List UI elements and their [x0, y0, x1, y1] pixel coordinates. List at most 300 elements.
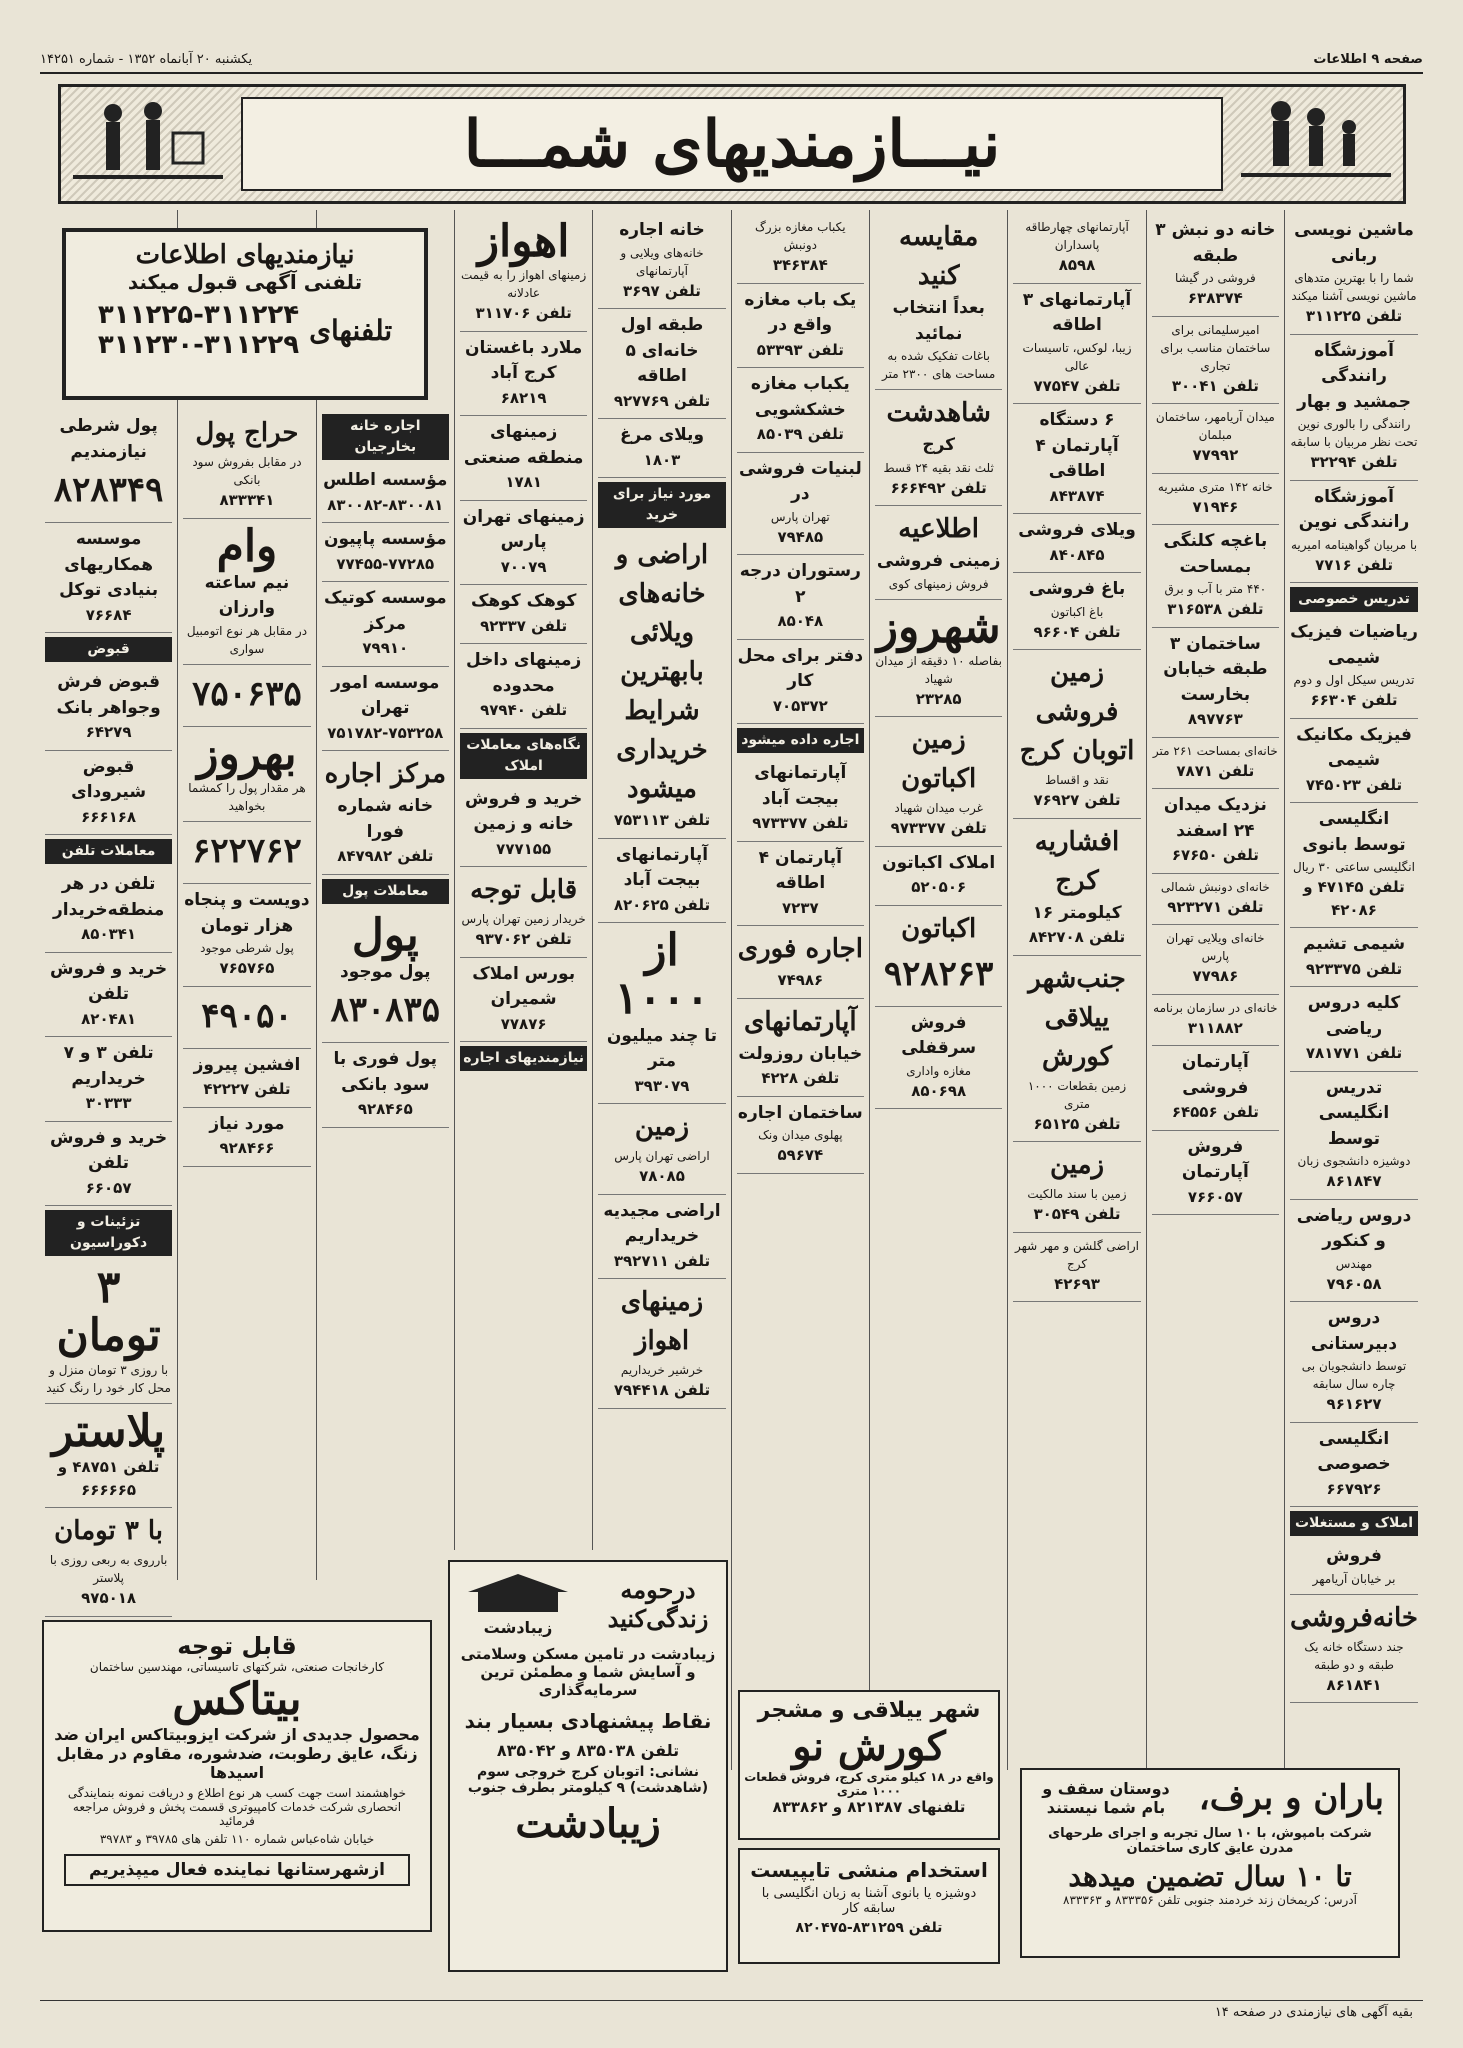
ad-phone: ۱۷۸۱ [505, 473, 542, 492]
ad-heading: پول موجود [340, 961, 431, 982]
classified-ad [1290, 1072, 1418, 1200]
ad-big-heading: زمین [1049, 1150, 1105, 1180]
contact-phones-2: ۳۱۱۲۳۰-۳۱۱۲۲۹ [97, 330, 300, 360]
classified-ad [598, 309, 725, 419]
ad-huge-heading: ۳ تومان [56, 1262, 161, 1362]
ad-heading: خرید و فروش خانه و زمین [465, 788, 583, 835]
classified-ad [737, 555, 864, 640]
ad-phone: ۷۷۹۹۲ [1192, 446, 1239, 464]
classified-ad [1152, 214, 1279, 317]
ad-heading: اراضی مجیدیه خریداریم [603, 1200, 721, 1247]
section-header: اجاره خانه بخارجیان [322, 414, 449, 460]
ad-phone: تلفن ۹۲۳۳۷۵ [1305, 959, 1403, 978]
ad-phone: تلفن ۳۹۲۷۱۱ [613, 1251, 711, 1270]
zibadasht-name: زیبادشت [515, 1800, 661, 1847]
ad-phone: ۴۲۶۹۳ [1054, 1274, 1100, 1293]
family-illustration-icon [1241, 93, 1391, 193]
ad-big-heading: مقایسه کنید [898, 222, 979, 291]
classified-ad [1290, 1302, 1418, 1423]
classifieds-banner [58, 84, 1406, 204]
ad-phone: ۷۶۶۰۵۷ [1187, 1187, 1243, 1206]
ad-text: فروش زمینهای کوی [888, 576, 989, 591]
ad-phone: ۸۵۰۶۹۸ [911, 1081, 967, 1100]
ad-text: خانه‌ای در سازمان برنامه [1153, 1000, 1278, 1015]
ad-heading: فروش سرقفلی [901, 1012, 977, 1059]
ad-heading: فیزیک مکانیک شیمی [1296, 724, 1412, 770]
classified-ad [598, 214, 725, 309]
ad-phone: ۸۳۳۳۴۱ [219, 491, 275, 509]
contact-box-title: نیازمندیهای اطلاعات [135, 240, 355, 270]
ad-phone: تلفن ۷۷۱۶ [1315, 555, 1393, 574]
ad-big-phone: ۸۲۸۳۴۹ [53, 470, 164, 510]
classified-ad [1013, 284, 1140, 405]
ad-big-heading: شاهدشت [886, 398, 991, 428]
ad-text: اراضی گلشن و مهر شهر کرج [1015, 1238, 1140, 1271]
shoppers-illustration-icon [73, 93, 223, 193]
ad-phone: تلفن ۳۰۰۴۱ [1171, 376, 1259, 395]
ad-big-heading: حراج پول [195, 418, 299, 448]
ad-big-heading: قابل توجه [470, 875, 578, 906]
classified-ad [737, 999, 864, 1097]
classified-ad [183, 727, 310, 822]
classified-ad [1290, 1200, 1418, 1303]
ad-phone: تلفن ۴۸۷۵۱ و ۶۶۶۶۶۵ [57, 1458, 160, 1499]
classified-ad [875, 906, 1002, 1007]
classified-ad [1290, 719, 1418, 804]
ad-heading: موسسه امور تهران [331, 672, 440, 718]
classified-ad [1290, 335, 1418, 481]
classified-ad [322, 582, 449, 667]
ad-phone: تلفن ۹۳۷۰۶۲ [475, 930, 572, 949]
ad-heading: دروس دبیرستانی [1310, 1308, 1398, 1354]
zibadasht-addr: نشانی: اتوبان کرج خروجی سوم (شاهدشت) ۹ کیلومتر بطرف جنوب [467, 1764, 709, 1796]
classified-ad [1013, 956, 1140, 1143]
ad-heading: پول شرطی نیازمندیم [59, 416, 158, 462]
ad-text: با مربیان گواهینامه امیریه [1291, 537, 1418, 552]
section-header: قبوض [45, 637, 172, 662]
ad-text: خانه‌ای دونبش شمالی [1160, 879, 1270, 894]
ad-heading: خرید و فروش تلفن [50, 958, 168, 1004]
ad-phone: ۲۳۲۸۵ [915, 689, 962, 708]
classified-ad [1152, 1046, 1279, 1131]
estekhdam-head: استخدام منشی تایپیست [750, 1858, 988, 1882]
ad-heading: ویلای مرغ [619, 425, 705, 445]
classified-ad [875, 847, 1002, 906]
ad-big-phone: ۸۳۰۸۳۵ [330, 990, 441, 1031]
ad-heading: افشین پیروز [193, 1054, 301, 1075]
ad-text: توسط دانشجویان بی چاره سال سابقه [1301, 1359, 1407, 1391]
ad-phone: ۹۲۸۴۶۵ [357, 1100, 413, 1119]
ad-heading: خانه اجاره [619, 220, 705, 240]
ad-phone: ۹۲۸۴۶۶ [219, 1139, 275, 1158]
ad-heading: آموزشگاه رانندگی جمشید و بهار [1297, 340, 1411, 412]
ad-phone: ۷۰۵۳۷۲ [772, 696, 828, 715]
ad-text: جند دستگاه خانه یک طبقه و دو طبقه [1304, 1639, 1404, 1672]
ad-phone: تلفن ۳۰۵۴۹ [1033, 1205, 1121, 1223]
section-header: نیازمندیهای اجاره [460, 1046, 587, 1071]
ad-phone: ۳۴۶۳۸۴ [772, 256, 828, 274]
classified-ad [598, 1104, 725, 1195]
column-c6 [592, 210, 730, 1550]
classified-ad [460, 644, 587, 729]
classified-ad [1290, 214, 1418, 335]
bitax-brand: بیتاکس [172, 1674, 302, 1725]
ad-phone: ۸۹۷۷۶۳ [1187, 710, 1243, 728]
ad-heading: فروش آپارتمان [1181, 1136, 1249, 1182]
zibadasht-mid: نقاط پیشنهادی بسیار ‌بند [464, 1709, 712, 1733]
ad-heading: زمینی فروشی [876, 551, 1001, 571]
section-header: تدریس خصوصی [1290, 587, 1418, 612]
ad-text: خریدار زمین تهران پارس [461, 912, 586, 927]
ad-phone: ۳۹۳۰۷۹ [634, 1076, 690, 1095]
classified-ad [45, 1508, 172, 1617]
ad-heading: آپارتمان فروشی [1181, 1052, 1249, 1098]
ad-phone: ۷۰۰۷۹ [500, 557, 547, 576]
ad-heading: رستوران درجه ۲ [739, 561, 861, 607]
contact-phones-1: ۳۱۱۲۲۵-۳۱۱۲۲۴ [97, 300, 300, 330]
ad-big-phone: ۶۲۲۷۶۲ [192, 831, 302, 872]
ad-text: رانندگی را بالوری نوین تحت نظر مربیان با سابقه [1290, 417, 1418, 449]
ad-phone: تلفن ۷۸۷۱ [1176, 761, 1255, 780]
ad-phone: تلفن ۸۲۰۶۲۵ [613, 895, 711, 914]
ad-phone: ۷۷۹۸۶ [1192, 967, 1239, 985]
ad-text: شما را با بهترین متدهای ماشین نویسی آشنا میکند [1291, 271, 1417, 303]
ad-phone: تلفن ۹۲۳۳۷ [480, 616, 568, 635]
classified-ad [598, 532, 725, 839]
ad-phone: تلفن ۸۴۷۹۸۲ [337, 847, 434, 865]
ad-phone: ۸۲۰۴۸۱ [81, 1009, 137, 1028]
ad-big-heading: اجاره فوری [737, 934, 863, 964]
ad-heading: تلفن ۳ و ۷ خریداریم [63, 1043, 154, 1089]
classified-ad [45, 1037, 172, 1122]
classified-ad [183, 1108, 310, 1167]
classified-ad [1152, 525, 1279, 628]
ad-phone: ۸۶۱۸۴۱ [1326, 1675, 1382, 1694]
ad-phone: تلفن ۳۱۱۷۰۶ [475, 304, 572, 323]
section-header: نگاه‌های معاملات املاک [460, 733, 587, 779]
bitax-foot: ازشهرستانها نماینده فعال میپذیریم [64, 1854, 410, 1886]
ad-phone: تلفن ۹۶۶۰۴ [1033, 622, 1121, 641]
classified-ad [875, 214, 1002, 390]
bitax-ad [42, 1620, 432, 1932]
classified-ad [737, 757, 864, 842]
column-c3 [1007, 210, 1145, 1770]
classified-ad [183, 822, 310, 884]
ad-text: تهران پارس [770, 509, 830, 524]
ad-huge-heading: پلاستر [52, 1405, 166, 1457]
bitax-head: قابل توجه [177, 1632, 297, 1660]
ad-heading: طبقه اول خانه‌ای ۵ اطاقه [620, 315, 704, 386]
ad-big-heading: زمینهای اهواز [620, 1287, 704, 1357]
ad-text: بارروی به ربعی روزی با پلاستر [49, 1553, 168, 1586]
estekhdam-tel: تلفن ۸۳۱۲۵۹-۸۲۰۴۷۵ [795, 1920, 943, 1936]
ad-heading: دروس ریاضی و کنکور [1296, 1205, 1412, 1251]
ad-phone: تلفن ۷۷۵۴۷ [1033, 376, 1121, 395]
ad-phone: ۸۴۳۸۷۴ [1049, 486, 1105, 505]
classified-ad [1013, 1233, 1140, 1303]
ad-phone: ۷۱۹۴۶ [1192, 497, 1239, 516]
classified-ad [460, 332, 587, 417]
ad-phone: تلفن ۶۴۵۵۶ [1171, 1103, 1259, 1121]
ad-heading: بعداً انتخاب نمائید [892, 298, 985, 344]
ad-big-phone: ۹۲۸۲۶۳ [883, 953, 994, 994]
classified-ad [1013, 819, 1140, 956]
ad-phone: تلفن ۹۷۳۳۷۷ [752, 814, 849, 832]
ad-phone: تلفن ۳۶۹۷ [623, 281, 701, 300]
ad-heading: ۶ دستگاه آپارتمان ۴ اطاقی [1035, 410, 1119, 481]
classified-ad [183, 519, 310, 665]
ad-phone: ۳۰۳۳۳ [85, 1094, 132, 1112]
ad-big-heading: زمین فروشی اتوبان کرج [1019, 658, 1135, 766]
classified-ad [875, 600, 1002, 718]
ad-text: خانه‌ای ویلایی تهران پارس [1166, 931, 1265, 963]
ad-phone: ۸۵۹۸ [1058, 256, 1096, 274]
ad-phone: تلفن ۴۲۲۸ [761, 1069, 840, 1087]
banner-title: نیـــازمندیهای شمـــا [241, 97, 1223, 191]
kourosh-ad [738, 1690, 1000, 1840]
roof-ad [1020, 1768, 1400, 1958]
classified-ad [322, 464, 449, 523]
ad-heading: املاک اکباتون [882, 852, 996, 873]
column-c4 [869, 210, 1007, 1770]
ad-heading: زمینهای داخل محدوده [466, 650, 582, 696]
classified-ad [1152, 474, 1279, 526]
ad-phone: تلفن ۶۶۳۰۴ [1310, 691, 1398, 709]
section-header: معاملات تلفن [45, 839, 172, 864]
classified-ad [322, 1043, 449, 1128]
ad-phone: تلفن ۳۲۲۹۴ [1310, 453, 1398, 471]
ad-heading: شیمی تشیم [1302, 934, 1406, 954]
ad-heading: آپارتمانهای بیجت آباد [615, 844, 709, 890]
classified-ad [45, 1404, 172, 1508]
ad-big-heading: زمین [634, 1112, 690, 1143]
ad-text: زمین بقطعات ۱۰۰۰ متری [1027, 1078, 1127, 1111]
classified-ad [598, 1279, 725, 1409]
ad-phone: ۸۵۰۳۴۱ [81, 925, 137, 943]
ad-text: فروشی در گیشا [1175, 271, 1256, 285]
page-header [40, 50, 1423, 74]
ad-heading: ساختمان اجاره [737, 1102, 863, 1123]
ad-phone: ۷۴۹۸۶ [777, 971, 824, 989]
ad-phone: ۶۸۲۱۹ [500, 388, 547, 407]
classified-ad [1152, 317, 1279, 405]
classified-ad [1290, 1595, 1418, 1704]
classified-ad [322, 523, 449, 582]
zibadasht-top: درحومه زندگی‌کنید [607, 1574, 709, 1633]
ad-text: امیرسلیمانی برای ساختمان مناسب برای تجاری [1160, 322, 1271, 373]
bitax-sub: کارخانجات صنعتی، شرکتهای تاسیساتی، مهندسین ساختمان [89, 1660, 385, 1674]
ad-text: میدان آریامهر، ساختمان مبلمان [1155, 410, 1275, 442]
ad-heading: آپارتمان ۴ اطاقه [758, 847, 843, 893]
ad-phone: تلفن ۹۲۳۲۷۱ [1167, 897, 1264, 916]
classified-ad [1013, 514, 1140, 573]
classified-ad [1013, 650, 1140, 819]
ad-text: باغ اکباتون [1050, 604, 1104, 619]
ad-big-heading: اراضی و خانه‌های ویلائی بابهترین شرایط خریداری میشود [615, 540, 709, 804]
ad-phone: تلفن ۷۶۹۲۷ [1033, 791, 1121, 809]
ad-heading: ساختمان ۳ طبقه خیابان بخارست [1163, 633, 1268, 705]
classified-ad [737, 1097, 864, 1174]
section-header: معاملات پول [322, 879, 449, 904]
page-footer [40, 2000, 1423, 2027]
ad-heading: خرید و فروش تلفن [50, 1127, 168, 1173]
ad-phone: تلفن ۵۳۳۹۳ [756, 340, 844, 359]
classified-ad [598, 419, 725, 478]
ad-phone: ۵۹۶۷۴ [777, 1146, 824, 1164]
ad-heading: زمینهای تهران پارس [462, 506, 585, 553]
ad-heading: قبوض شیرودای [71, 756, 147, 802]
ad-heading: انگلیسی توسط بانوی [1302, 809, 1406, 855]
classified-ad [1152, 789, 1279, 874]
ad-heading: دویست و پنجاه هزار تومان [184, 890, 310, 936]
ad-text: دوشیزه دانشجوی زبان [1297, 1154, 1411, 1168]
ad-phone: تلفن ۹۲۷۷۶۹ [613, 391, 711, 410]
ad-big-heading: زمین اکباتون [901, 725, 977, 795]
ad-text: یکباب مغازه بزرگ دونبش [755, 220, 846, 252]
classified-ad [875, 390, 1002, 506]
classified-ad [1013, 214, 1140, 284]
classified-ad [1290, 928, 1418, 987]
classified-ad [460, 214, 587, 332]
ad-phone: ۸۴۰۸۴۵ [1049, 545, 1105, 564]
classified-ad [183, 987, 310, 1049]
ad-text: اراضی تهران پارس [614, 1149, 710, 1164]
zibadasht-logo: زیبادشت [483, 1618, 553, 1637]
ad-phone: ۷۶۶۸۴ [85, 605, 132, 624]
ad-text: خانه‌های ویلایی و آپارتمانهای [620, 245, 704, 278]
classified-ad [875, 717, 1002, 847]
ad-phone: ۶۳۸۳۷۴ [1187, 289, 1243, 307]
ad-heading: موسسه همکاریهای بنیادی توکل [59, 529, 159, 600]
classified-ad [1152, 628, 1279, 738]
ad-text: در مقابل بفروش سود بانکی [192, 455, 302, 487]
ad-text: زمین با سند مالکیت [1027, 1187, 1127, 1201]
ad-phone: تلفن ۷۸۱۷۷۱ [1305, 1044, 1403, 1062]
ad-text: زیبا، لوکس، تاسیسات عالی [1022, 340, 1132, 373]
ad-phone: تلفن ۷۹۴۴۱۸ [613, 1381, 711, 1400]
ad-huge-heading: بهروز [197, 728, 297, 780]
ad-phone: ۷۵۱۷۸۲-۷۵۳۲۵۸ [327, 723, 444, 742]
ad-phone: تلفن ۹۷۹۴۰ [480, 701, 568, 720]
bitax-info: خواهشمند است جهت کسب هر نوع اطلاع و دریافت نمونه بنمایندگی انحصاری شرکت خدمات کامپیوتری قسمت پخش و فروش مراجعه فرمائید [67, 1786, 407, 1828]
contact-box-line: تلفنی آگهی قبول میکند [127, 270, 363, 294]
classified-ad [737, 926, 864, 999]
column-c5 [731, 210, 869, 1770]
ad-heading: پول فوری با سود بانکی [333, 1049, 438, 1095]
ad-heading: کلیه دروس ریاضی [1307, 993, 1401, 1039]
ad-phone: ۶۴۲۷۹ [85, 723, 132, 741]
ad-text: زمینهای اهواز را به قیمت عادلانه [461, 268, 587, 301]
zibadasht-ad [448, 1560, 728, 1972]
ad-big-heading: آپارتمانهای [744, 1006, 857, 1037]
ad-heading: نیم ساعته وارزان [204, 572, 290, 619]
house-logo-icon [463, 1570, 573, 1614]
contact-box [62, 228, 428, 400]
ad-heading: کیلومتر ۱۶ [1032, 902, 1122, 923]
ad-big-heading: با ۳ تومان [54, 1516, 164, 1547]
ad-heading: کرج [922, 435, 956, 455]
roof-addr: آدرس: کریمخان زند خردمند جنوبی تلفن ۸۳۳۳۵۶ و ۸۳۳۳۶۳ [1063, 1893, 1357, 1907]
ad-phone: تلفن ۳۱۱۲۲۵ [1305, 307, 1403, 325]
ad-phone: تلفن ۸۵۰۳۹ [756, 425, 844, 443]
ad-phone: ۸۳۰۰۸۲-۸۳۰۰۸۱ [327, 495, 444, 514]
ad-text: مغازه واداری [906, 1063, 972, 1078]
classified-ad [460, 867, 587, 958]
ad-text: مهندس [1335, 1256, 1373, 1271]
ad-phone: ۷۹۹۱۰ [362, 639, 409, 657]
ad-phone: تلفن ۹۷۳۳۷۷ [890, 819, 987, 838]
classified-ad [1152, 874, 1279, 926]
ad-heading: زمینهای منطقه صنعتی [463, 422, 584, 468]
classified-ad [737, 284, 864, 369]
classified-ad [1290, 803, 1418, 928]
classified-ad [45, 751, 172, 836]
ad-phone: ۸۶۱۸۴۷ [1326, 1172, 1382, 1190]
ad-phone: تلفن ۳۱۶۵۳۸ [1167, 600, 1264, 618]
ad-text: ثلث نقد بقیه ۲۴ قسط [883, 460, 994, 475]
classified-ad [460, 585, 587, 644]
section-header: املاک و مستغلات [1290, 1511, 1418, 1536]
classified-ad [45, 953, 172, 1038]
classified-ad [1290, 987, 1418, 1072]
ad-phone: ۸۵۰۴۸ [777, 612, 824, 630]
classified-columns [40, 210, 1423, 1770]
ad-heading: کوهک کوهک [470, 591, 577, 612]
ad-phone: ۶۶۰۵۷ [85, 1178, 132, 1197]
estekhdam-ad [738, 1848, 1000, 1964]
column-c10 [40, 210, 177, 1608]
kourosh-name: کورش‌ نو [792, 1723, 946, 1770]
ad-text: بر خیابان آریامهر [1312, 1571, 1396, 1586]
roof-sub: دوستان سقف و بام شما نیستند [1042, 1779, 1170, 1817]
ad-heading: یک باب مغازه واقع در [744, 289, 857, 335]
classified-ad [1290, 1540, 1418, 1595]
ad-heading: ویلای فروشی [1018, 520, 1136, 540]
ad-text: خرشیر خریداریم [620, 1363, 704, 1378]
ad-heading: خیابان روزولت [738, 1043, 863, 1064]
ad-text: باغات تفکیک شده به مساحت های ۲۳۰۰ متر [882, 349, 996, 381]
ad-phone: ۹۶۱۶۲۷ [1326, 1395, 1382, 1413]
ad-heading: انگلیسی خصوصی [1317, 1428, 1391, 1474]
classified-ad [1013, 404, 1140, 514]
classified-ad [45, 868, 172, 953]
estekhdam-text: دوشیزه یا بانوی آشنا به زبان انگلیسی با سابقه کار [761, 1886, 977, 1916]
classified-ad [1152, 404, 1279, 474]
ad-text: در مقابل هر نوع اتومبیل سواری [186, 623, 308, 656]
column-c1 [1284, 210, 1423, 1770]
classified-ad [875, 1007, 1002, 1110]
classified-ad [460, 501, 587, 586]
classified-ad [1013, 1142, 1140, 1233]
ad-text: بفاصله ۱۰ دقیقه از میدان شهیاد [875, 653, 1002, 686]
classified-ad [737, 214, 864, 284]
ad-big-phone: ۷۵۰۶۳۵ [192, 673, 302, 714]
ad-phone: ۶۶۷۹۲۶ [1326, 1479, 1382, 1498]
ad-huge-heading: پول [351, 909, 419, 961]
ad-heading: باغ فروشی [1028, 579, 1126, 599]
issue-date: یکشنبه ۲۰ آبانماه ۱۳۵۲ - شماره ۱۴۲۵۱ [40, 52, 253, 67]
contact-phones-label: تلفنهای [309, 313, 393, 347]
ad-heading: مؤسسه اطلس [323, 470, 448, 490]
ad-huge-heading: از ۱۰۰۰ [614, 925, 710, 1025]
ad-phone: ۳۱۱۸۸۲ [1187, 1018, 1243, 1037]
column-c2 [1146, 210, 1284, 1770]
ad-text: غرب میدان شهیاد [894, 801, 983, 816]
classified-ad [1152, 925, 1279, 995]
ad-text: خانه ۱۴۲ متری مشیریه [1157, 479, 1273, 494]
classified-ad [1290, 616, 1418, 719]
section-header: تزئینات و دکوراسیون [45, 1210, 172, 1256]
